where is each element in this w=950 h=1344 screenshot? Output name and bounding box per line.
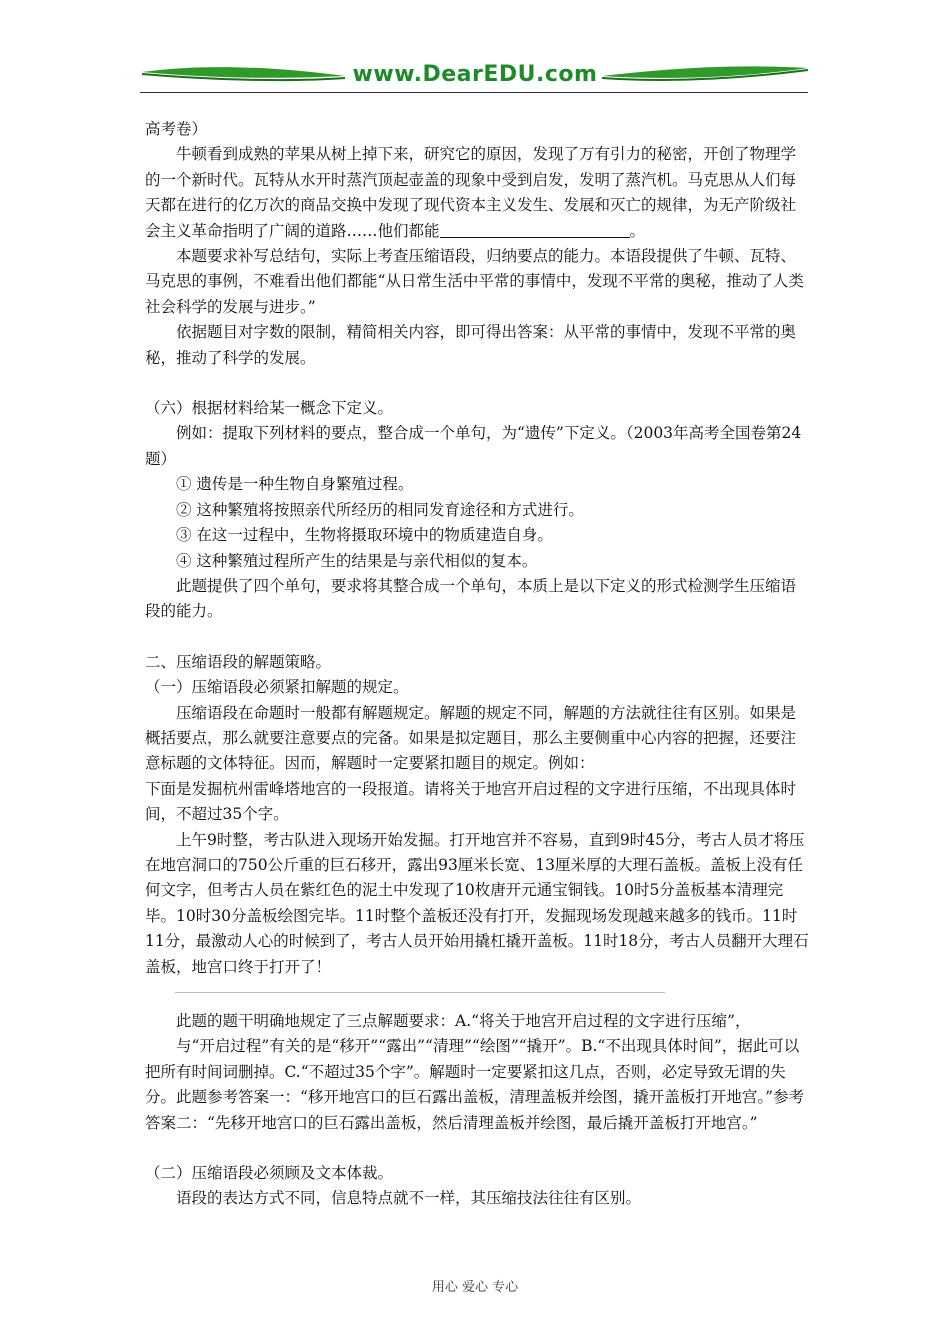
page-footer: 用心 爱心 专心: [431, 1280, 519, 1295]
paragraph: 高考卷）: [145, 120, 208, 138]
paragraph: 上午9时整，考古队进入现场开始发掘。打开地宫并不容易，直到9时45分，考古人员才将压在地宫洞口的750公斤重的巨石移开，露出93厘米长宽、13厘米厚的大理石盖板。盖板上没有任何文字，但考古人员在紫红色的泥土中发现了10枚唐开元通宝铜钱。10时5分盖板基本清理完毕。10时30分盖板绘图完毕。11时整个盖板还没有打开，发掘现场发现越来越多的钱币。11时11分，最激动人心的时候到了，考古人员开始用撬杠撬开盖板。11时18分，考古人员翻开大理石盖板，地宫口终于打开了！: [145, 830, 809, 976]
list-item: ④ 这种繁殖过程所产生的结果是与亲代相似的复本。: [176, 551, 538, 570]
paragraph-end: 。: [629, 221, 646, 240]
section-heading: （六）根据材料给某一概念下定义。: [145, 399, 394, 418]
paragraph: 本题要求补写总结句，实际上考查压缩语段，归纳要点的能力。本语段提供了牛顿、瓦特、马克思的事例，不难看出他们都能“从日常生活中平常的事情中，发现不平常的奥秘，推动了人类社会科学的发展与进步。”: [145, 247, 804, 316]
paragraph-text: 牛顿看到成熟的苹果从树上掉下来，研究它的原因，发现了万有引力的秘密，开创了物理学的一个新时代。瓦特从水开时蒸汽顶起壶盖的现象中受到启发，发明了蒸汽机。马克思从人们每天都在进行的亿万次的商品交换中发现了现代资本主义发生、发展和灭亡的规律，为无产阶级社会主义革命指明了广阔的道路……他们都能: [145, 145, 797, 240]
paragraph: 下面是发掘杭州雷峰塔地宫的一段报道。请将关于地宫开启过程的文字进行压缩，不出现具体时间，不超过35个字。: [145, 779, 797, 824]
list-item: ③ 在这一过程中，生物将摄取环境中的物质建造自身。: [176, 526, 553, 545]
fill-in-blank: [440, 221, 630, 238]
paragraph: 与“开启过程”有关的是“移开”“露出”“清理”“绘图”“撬开”。B.“不出现具体时间”，据此可以把所有时间词删掉。C.“不超过35个字”。解题时一定要紧扣这几点，否则，必定导致无谓的失分。此题参考答案一：“移开地宫口的巨石露出盖板，清理盖板并绘图，撬开盖板打开地宫。”参考答案二：“先移开地宫口的巨石露出盖板，然后清理盖板并绘图，最后撬开盖板打开地宫。”: [145, 1037, 805, 1132]
subsection-heading: （二）压缩语段必须顾及文本体裁。: [145, 1164, 394, 1183]
site-logo-text[interactable]: www.DearEDU.com: [352, 62, 598, 87]
paragraph: 依据题目对字数的限制，精简相关内容，即可得出答案：从平常的事情中，发现不平常的奥秘，推动了科学的发展。: [145, 323, 797, 367]
list-item: ① 遗传是一种生物自身繁殖过程。: [176, 475, 414, 494]
paragraph: 此题的题干明确地规定了三点解题要求：A.“将关于地宫开启过程的文字进行压缩”，: [176, 1012, 751, 1030]
paragraph: 语段的表达方式不同，信息特点就不一样，其压缩技法往往有区别。: [176, 1189, 642, 1208]
site-header: [140, 58, 810, 94]
paragraph: 例如：提取下列材料的要点，整合成一个单句，为“遗传”下定义。（2003年高考全国卷第24题）: [145, 424, 802, 468]
list-item: ② 这种繁殖将按照亲代所经历的相同发育途径和方式进行。: [176, 500, 584, 519]
header-divider: [140, 92, 808, 93]
section-heading: 二、压缩语段的解题策略。: [145, 652, 332, 671]
paragraph: 压缩语段在命题时一般都有解题规定。解题的规定不同，解题的方法就往往有区别。如果是概括要点，那么就要注意要点的完备。如果是拟定题目，那么主要侧重中心内容的把握，还要注意标题的文体特征。因而，解题时一定要紧扣题目的规定。例如：: [145, 703, 797, 773]
divider: [175, 992, 665, 993]
document-body: [145, 117, 810, 1212]
paragraph: 此题提供了四个单句，要求将其整合成一个单句，本质上是以下定义的形式检测学生压缩语段的能力。: [145, 576, 797, 621]
subsection-heading: （一）压缩语段必须紧扣解题的规定。: [145, 678, 409, 697]
paragraph: [145, 142, 810, 244]
